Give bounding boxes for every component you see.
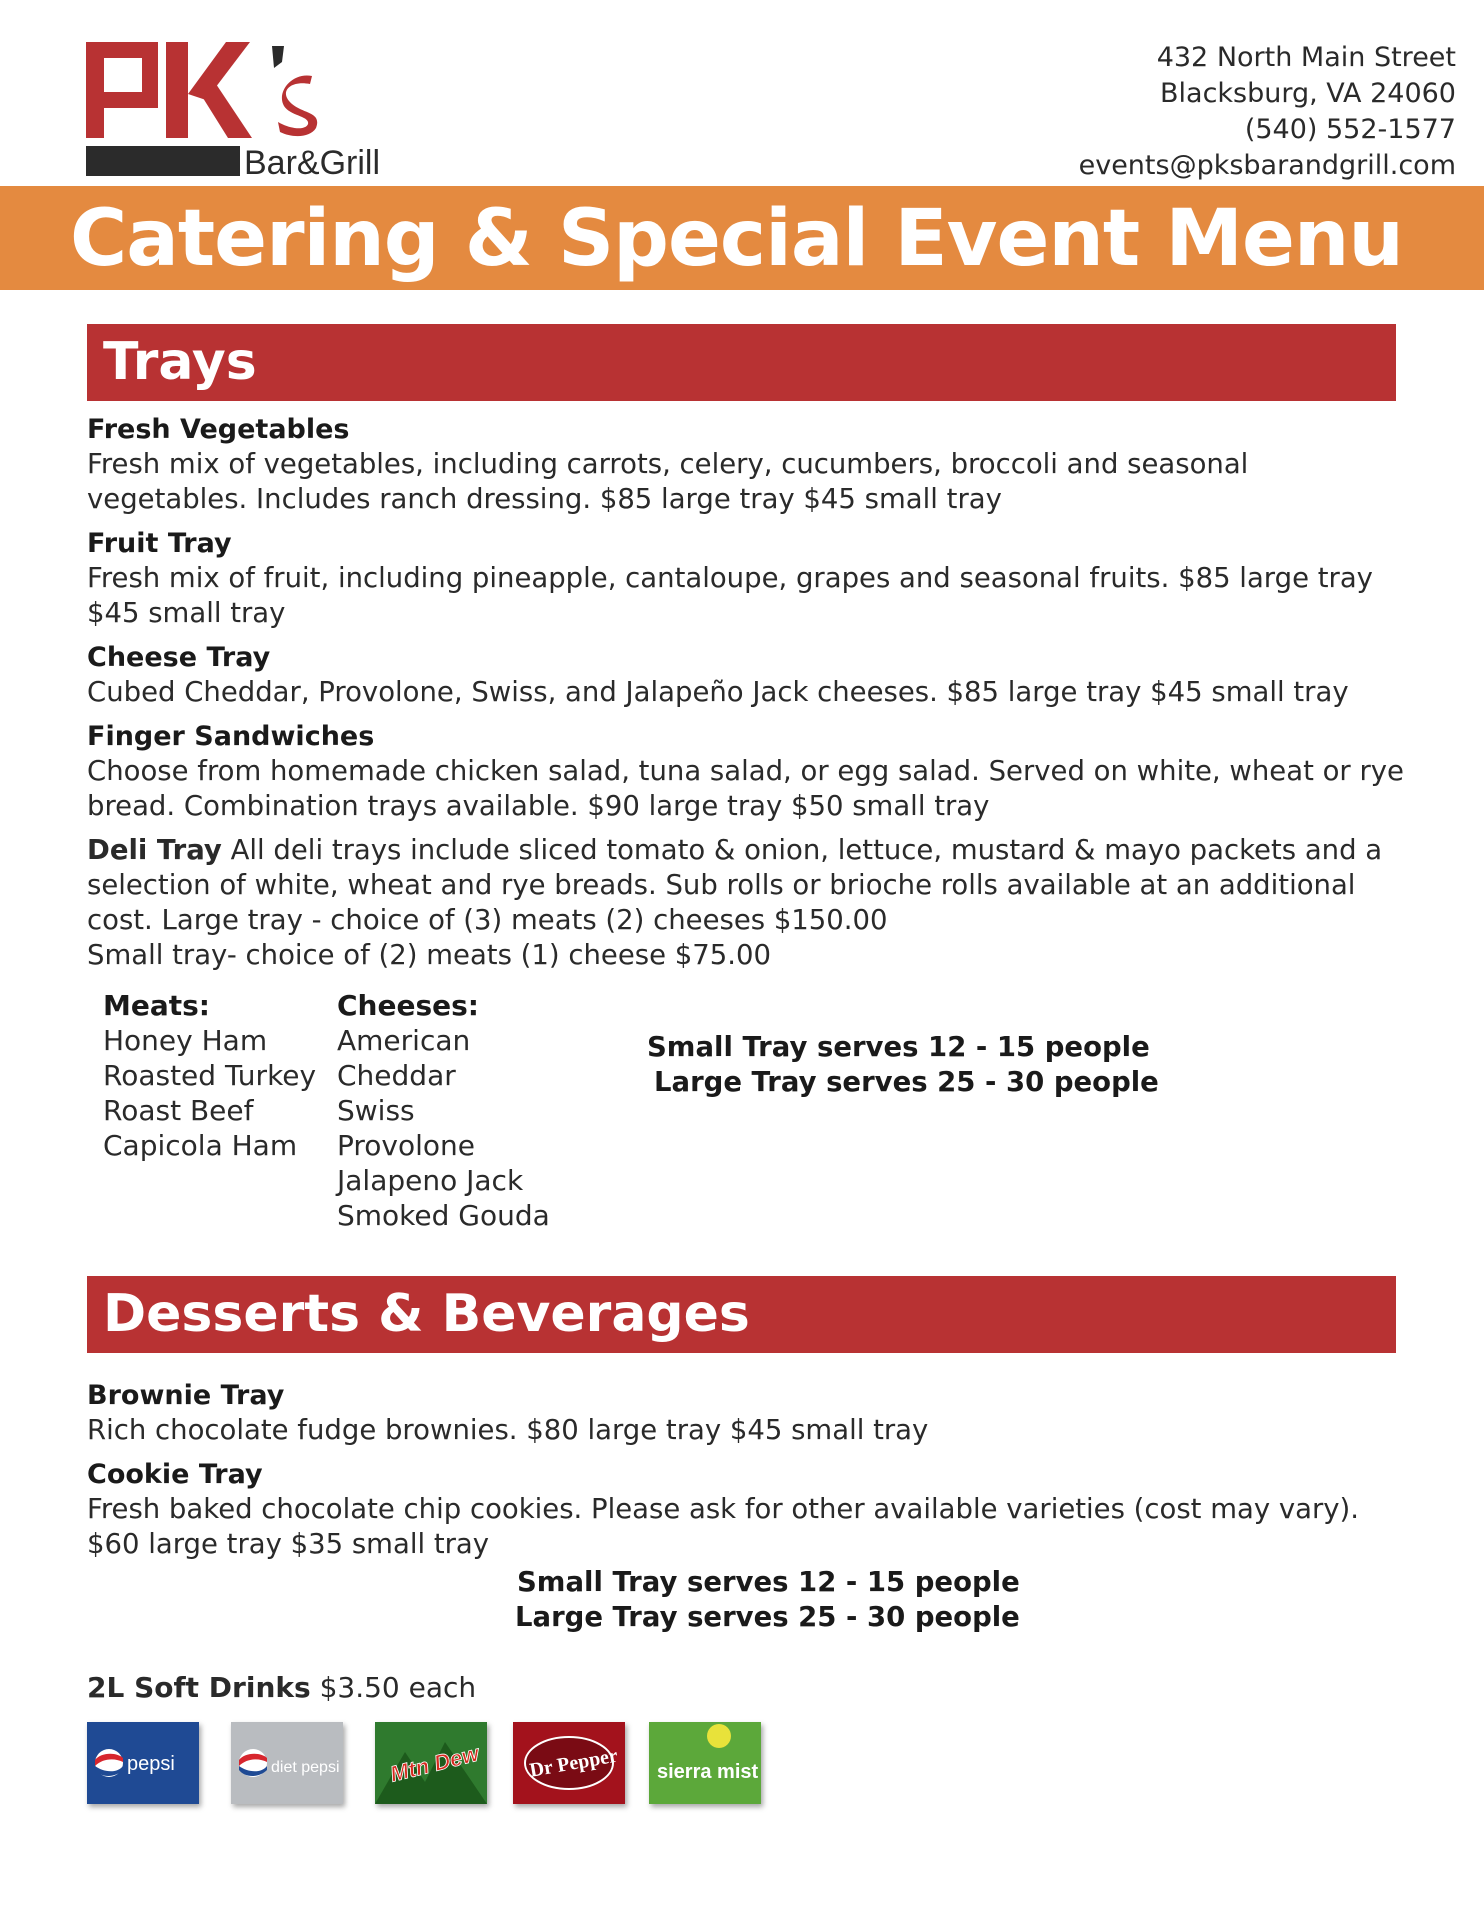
item-description: Fresh mix of fruit, including pineapple, cantaloupe, grapes and seasonal fruits. $85 large tray $45 small tray — [87, 562, 1373, 629]
desserts-list — [87, 1378, 1407, 1571]
desserts-serves-small: Small Tray serves 12 - 15 people — [517, 1566, 1020, 1598]
trays-section-header — [87, 324, 1396, 401]
item-description: Rich chocolate fudge brownies. $80 large tray $45 small tray — [87, 1414, 929, 1446]
title-banner — [0, 186, 1484, 290]
drink-brand: Mtn Dew — [387, 1740, 482, 1787]
desserts-serves-large: Large Tray serves 25 - 30 people — [515, 1601, 1020, 1633]
item-name: Fresh Vegetables — [87, 414, 350, 445]
soft-drinks-price: $3.50 each — [319, 1671, 477, 1704]
drink-brand: Dr Pepper — [527, 1744, 620, 1782]
soft-drinks-label: 2L Soft Drinks — [87, 1671, 311, 1704]
deli-tray-item — [87, 833, 1407, 973]
deli-tray-description — [87, 833, 1407, 938]
trays-heading: Trays — [103, 332, 257, 392]
list-item: Roasted Turkey — [103, 1059, 317, 1092]
item-name: Fruit Tray — [87, 528, 232, 559]
list-item: Cheddar — [337, 1059, 456, 1092]
item-description: Fresh mix of vegetables, including carrots, celery, cucumbers, broccoli and seasonal vegetables. Includes ranch dressing. $85 large tray $45 small tray — [87, 448, 1249, 515]
meats-list — [103, 988, 316, 1163]
contact-phone: (540) 552-1577 — [1244, 114, 1456, 145]
drink-brand: sierra mist — [657, 1761, 759, 1783]
list-item: Capicola Ham — [103, 1129, 298, 1162]
menu-item — [87, 640, 1407, 710]
pks-logo — [86, 38, 386, 178]
dr-pepper-logo-icon — [513, 1722, 625, 1804]
cheeses-list — [337, 988, 550, 1233]
item-name: Cheese Tray — [87, 642, 271, 673]
item-name: Deli Tray — [87, 834, 222, 866]
trays-serves-small: Small Tray serves 12 - 15 people — [647, 1031, 1150, 1063]
menu-item — [87, 1457, 1407, 1562]
sierra-mist-logo-icon — [649, 1722, 761, 1804]
meats-heading: Meats: — [103, 989, 210, 1022]
list-item: Smoked Gouda — [337, 1199, 550, 1232]
desserts-heading: Desserts & Beverages — [103, 1284, 750, 1344]
item-name: Brownie Tray — [87, 1380, 285, 1411]
menu-item — [87, 1378, 1407, 1448]
deli-description-text: All deli trays include sliced tomato & onion, lettuce, mustard & mayo packets and a selection of white, wheat and rye breads. Sub rolls or brioche rolls available at an additional cost. Large tray - choice of (3) meats (2) cheeses $150.00 — [87, 834, 1383, 936]
diet-pepsi-logo-icon — [231, 1722, 343, 1804]
contact-email[interactable]: events@pksbarandgrill.com — [1078, 150, 1456, 181]
contact-city: Blacksburg, VA 24060 — [1160, 78, 1456, 109]
page-title: Catering & Special Event Menu — [70, 194, 1403, 284]
menu-item — [87, 719, 1407, 824]
item-description: Fresh baked chocolate chip cookies. Please ask for other available varieties (cost may vary). $60 large tray $35 small tray — [87, 1493, 1360, 1560]
menu-item — [87, 412, 1407, 517]
soft-drinks-line — [87, 1670, 476, 1705]
list-item: Roast Beef — [103, 1094, 254, 1127]
mountain-dew-logo-icon — [375, 1722, 487, 1804]
pepsi-logo-icon — [87, 1722, 199, 1804]
trays-list — [87, 412, 1407, 982]
item-name: Cookie Tray — [87, 1459, 263, 1490]
trays-serves-large: Large Tray serves 25 - 30 people — [654, 1066, 1159, 1098]
list-item: Jalapeno Jack — [337, 1164, 524, 1197]
drink-brand: pepsi — [127, 1753, 175, 1775]
item-description: Cubed Cheddar, Provolone, Swiss, and Jalapeño Jack cheeses. $85 large tray $45 small tray — [87, 676, 1349, 708]
item-description: Choose from homemade chicken salad, tuna salad, or egg salad. Served on white, wheat or rye bread. Combination trays available. $90 large tray $50 small tray — [87, 755, 1404, 822]
contact-street: 432 North Main Street — [1156, 42, 1456, 73]
drink-brand: diet pepsi — [271, 1759, 340, 1776]
list-item: Provolone — [337, 1129, 476, 1162]
pks-logo-graphic — [86, 38, 386, 178]
contact-block — [1079, 40, 1456, 184]
item-name: Finger Sandwiches — [87, 721, 375, 752]
list-item: American — [337, 1024, 471, 1057]
cheeses-heading: Cheeses: — [337, 989, 479, 1022]
menu-item — [87, 526, 1407, 631]
list-item: Swiss — [337, 1094, 415, 1127]
deli-small-tray-line: Small tray- choice of (2) meats (1) cheese $75.00 — [87, 939, 771, 971]
logo-subtitle: Bar&Grill — [244, 144, 381, 178]
desserts-section-header — [87, 1276, 1396, 1353]
list-item: Honey Ham — [103, 1024, 268, 1057]
